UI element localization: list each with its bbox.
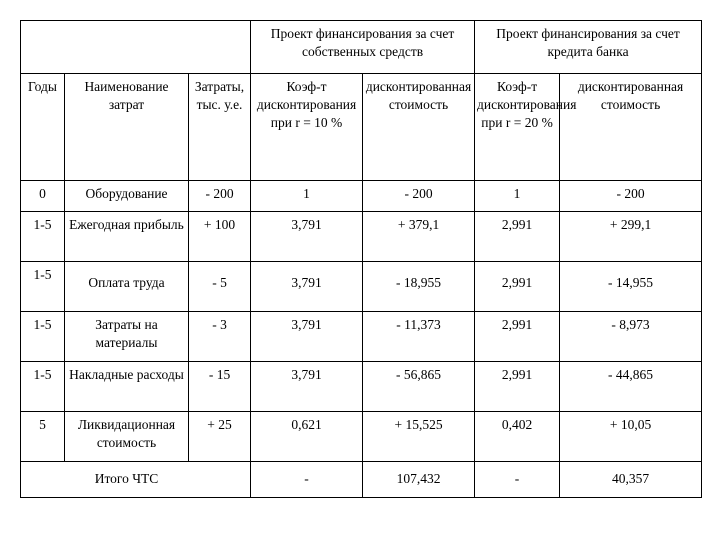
cell-disc-20: - 8,973 — [560, 312, 702, 362]
cell-coef-20: 2,991 — [475, 212, 560, 262]
cell-disc-20: + 10,05 — [560, 412, 702, 462]
cell-year: 1-5 — [21, 362, 65, 412]
total-disc-10: 107,432 — [363, 462, 475, 498]
cell-disc-10: - 200 — [363, 181, 475, 212]
cell-disc-10: + 15,525 — [363, 412, 475, 462]
cell-disc-10: - 56,865 — [363, 362, 475, 412]
cell-coef-10: 3,791 — [251, 262, 363, 312]
col-header-cost: Затраты, тыс. у.е. — [189, 74, 251, 181]
col-header-disc-10: дисконтированная стоимость — [363, 74, 475, 181]
total-label: Итого ЧТС — [65, 462, 189, 498]
cell-cost: + 25 — [189, 412, 251, 462]
group-bank-credit: Проект финансирования за счет кредита банка — [475, 21, 702, 74]
total-empty-cell — [21, 462, 65, 498]
cell-cost: - 200 — [189, 181, 251, 212]
cell-cost: + 100 — [189, 212, 251, 262]
cell-year: 1-5 — [21, 262, 65, 312]
cell-coef-10: 0,621 — [251, 412, 363, 462]
cell-disc-10: + 379,1 — [363, 212, 475, 262]
table-row — [21, 312, 702, 362]
table-row — [21, 181, 702, 212]
col-header-name: Наименование затрат — [65, 74, 189, 181]
col-header-disc-20: дисконтированная стоимость — [560, 74, 702, 181]
cell-coef-10: 3,791 — [251, 312, 363, 362]
table-row — [21, 212, 702, 262]
col-header-years: Годы — [21, 74, 65, 181]
cell-name: Ежегодная прибыль — [65, 212, 189, 262]
cell-cost: - 15 — [189, 362, 251, 412]
cell-cost: - 3 — [189, 312, 251, 362]
table-row — [21, 262, 702, 312]
header-empty-cell — [21, 21, 251, 74]
col-header-coef-20: Коэф-т дисконтирования при r = 20 % — [475, 74, 560, 181]
cell-coef-20: 2,991 — [475, 312, 560, 362]
cell-coef-20: 2,991 — [475, 362, 560, 412]
column-header-row — [21, 74, 702, 181]
table-row — [21, 412, 702, 462]
group-own-funds: Проект финансирования за счет собственных средств — [251, 21, 475, 74]
table-row — [21, 362, 702, 412]
cell-disc-20: - 14,955 — [560, 262, 702, 312]
cell-coef-10: 3,791 — [251, 212, 363, 262]
cell-name: Затраты на материалы — [65, 312, 189, 362]
cell-disc-20: + 299,1 — [560, 212, 702, 262]
total-cost-empty — [189, 462, 251, 498]
group-header-row — [21, 21, 702, 74]
cell-name: Оборудование — [65, 181, 189, 212]
cell-disc-20: - 44,865 — [560, 362, 702, 412]
cell-name: Оплата труда — [65, 262, 189, 312]
total-coef-20: - — [475, 462, 560, 498]
total-coef-10: - — [251, 462, 363, 498]
cell-year: 0 — [21, 181, 65, 212]
cell-coef-10: 1 — [251, 181, 363, 212]
cell-coef-10: 3,791 — [251, 362, 363, 412]
cell-disc-10: - 11,373 — [363, 312, 475, 362]
cell-coef-20: 2,991 — [475, 262, 560, 312]
cell-disc-20: - 200 — [560, 181, 702, 212]
cell-coef-20: 1 — [475, 181, 560, 212]
cell-name: Ликвидационная стоимость — [65, 412, 189, 462]
col-header-coef-10: Коэф-т дисконтирования при r = 10 % — [251, 74, 363, 181]
cell-year: 5 — [21, 412, 65, 462]
npv-table — [20, 20, 702, 498]
cell-coef-20: 0,402 — [475, 412, 560, 462]
cell-year: 1-5 — [21, 212, 65, 262]
cell-cost: - 5 — [189, 262, 251, 312]
cell-disc-10: - 18,955 — [363, 262, 475, 312]
cell-name: Накладные расходы — [65, 362, 189, 412]
total-disc-20: 40,357 — [560, 462, 702, 498]
cell-year: 1-5 — [21, 312, 65, 362]
total-row — [21, 462, 702, 498]
